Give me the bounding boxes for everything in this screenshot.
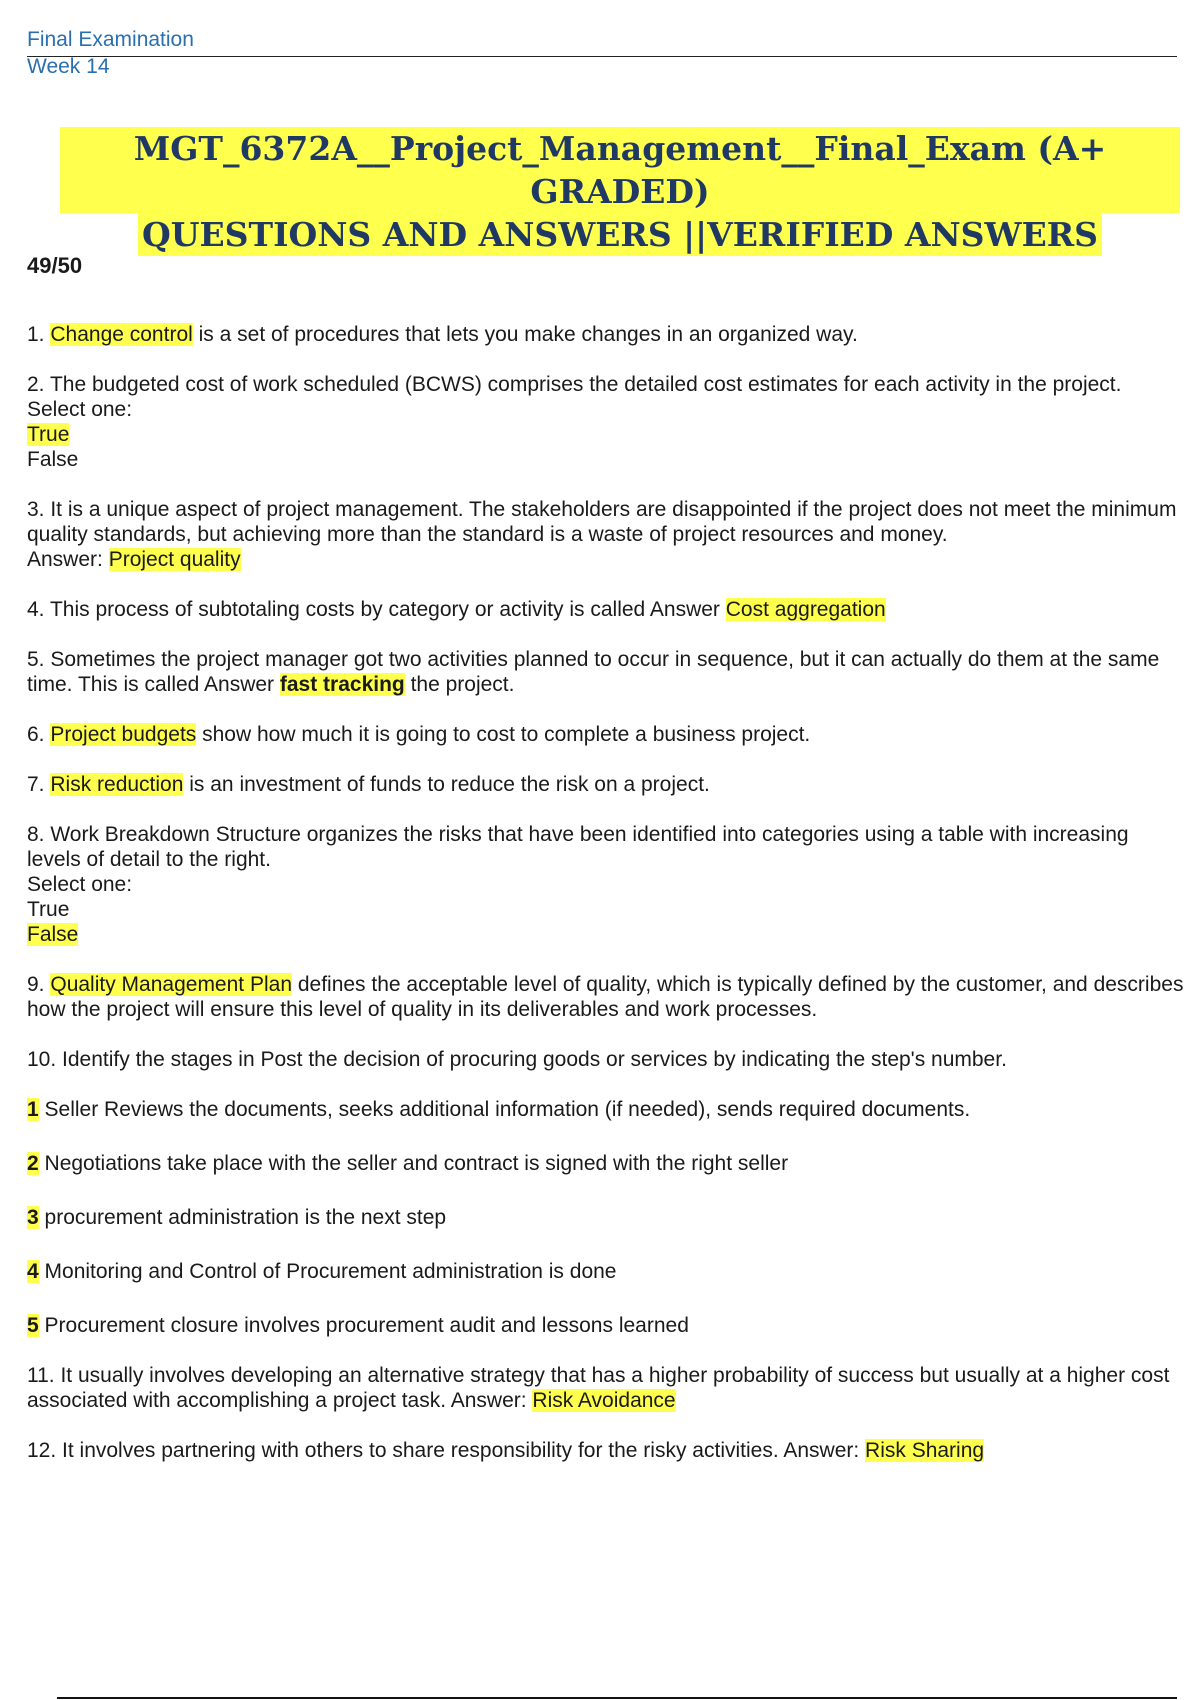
step-item: 2 Negotiations take place with the seller and contract is signed with the right seller (27, 1152, 789, 1175)
question-10: 10. Identify the stages in Post the decision of procuring goods or services by indicating the step's number. (27, 1048, 1007, 1071)
question-7: 7. Risk reduction is an investment of funds to reduce the risk on a project. (27, 773, 710, 796)
question-5: 5. Sometimes the project manager got two activities planned to occur in sequence, but it can actually do them at the same time. This is called Answer fast tracking the project. (27, 648, 1160, 696)
step-number: 4 (27, 1260, 39, 1283)
page-header (27, 26, 1177, 80)
question-9: 9. Quality Management Plan defines the acceptable level of quality, which is typically defined by the customer, and describes how the project will ensure this level of quality in its deliverables and work processes. (27, 973, 1184, 1021)
document-title (60, 127, 1180, 256)
answer-highlight: Risk reduction (50, 773, 184, 796)
answer-highlight: fast tracking (279, 673, 405, 696)
answer-highlight: False (27, 923, 79, 946)
question-6: 6. Project budgets show how much it is going to cost to complete a business project. (27, 723, 811, 746)
step-number: 2 (27, 1152, 39, 1175)
question-4: 4. This process of subtotaling costs by category or activity is called Answer Cost aggregation (27, 598, 886, 621)
title-line-2: QUESTIONS AND ANSWERS ||VERIFIED ANSWERS (138, 213, 1102, 256)
answer-highlight: Cost aggregation (725, 598, 886, 621)
answer-highlight: Project budgets (50, 723, 197, 746)
question-12: 12. It involves partnering with others to share responsibility for the risky activities. Answer: Risk Sharing (27, 1439, 985, 1462)
question-2: 2. The budgeted cost of work scheduled (BCWS) comprises the detailed cost estimates for each activity in the project. Select one: True False (27, 373, 1122, 471)
answer-highlight: True (27, 423, 70, 446)
answer-highlight: Risk Avoidance (532, 1389, 676, 1412)
header-exam-label: Final Examination (27, 28, 194, 51)
answer-highlight: Quality Management Plan (50, 973, 292, 996)
title-line-1: MGT_6372A__Project_Management__Final_Exam (A+ GRADED) (60, 127, 1180, 213)
answer-highlight: Project quality (108, 548, 241, 571)
step-item: 3 procurement administration is the next step (27, 1206, 447, 1229)
step-number: 5 (27, 1314, 39, 1337)
footer-rule (57, 1697, 1177, 1699)
step-item: 5 Procurement closure involves procurement audit and lessons learned (27, 1314, 689, 1337)
questions-list (27, 322, 1187, 1488)
step-number: 1 (27, 1098, 39, 1121)
question-8: 8. Work Breakdown Structure organizes the risks that have been identified into categories using a table with increasing levels of detail to the right. Select one: True False (27, 823, 1129, 946)
score: 49/50 (27, 253, 83, 278)
answer-highlight: Change control (50, 323, 193, 346)
step-item: 4 Monitoring and Control of Procurement administration is done (27, 1260, 617, 1283)
answer-highlight: Risk Sharing (865, 1439, 985, 1462)
question-1: 1. Change control is a set of procedures that lets you make changes in an organized way. (27, 323, 858, 346)
step-number: 3 (27, 1206, 39, 1229)
step-item: 1 Seller Reviews the documents, seeks additional information (if needed), sends required documents. (27, 1098, 971, 1121)
header-week-label: Week 14 (27, 55, 110, 78)
question-11: 11. It usually involves developing an alternative strategy that has a higher probability of success but usually at a higher cost associated with accomplishing a project task. Answer: Risk Avoidance (27, 1364, 1170, 1412)
question-3: 3. It is a unique aspect of project management. The stakeholders are disappointed if the project does not meet the minimum quality standards, but achieving more than the standard is a waste of project resources and money. Answer: Project quality (27, 498, 1177, 571)
